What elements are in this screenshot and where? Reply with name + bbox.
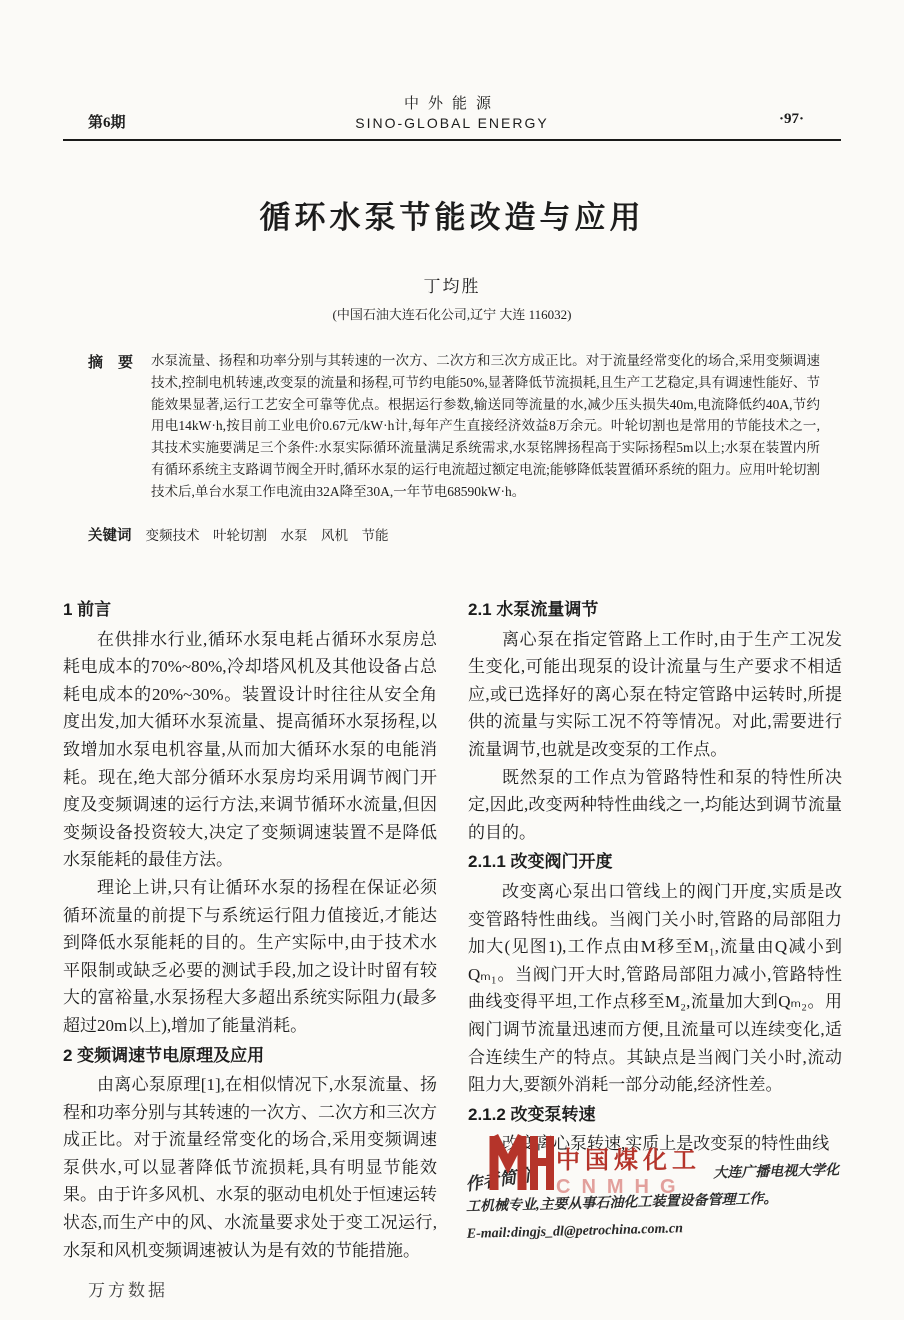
journal-title-cn: 中外能源 bbox=[403, 96, 500, 112]
paragraph: 由离心泵原理[1],在相似情况下,水泵流量、扬程和功率分别与其转速的一次方、二次方和三次方成正比。对于流量经常变化的场合,采用变频调速泵供水,可以显著降低节流损耗,具有明显节能效果。由于许多风机、水泵的驱动电机处于恒速运转状态,而生产中的风、水流量要求处于变工况运行,水泵和风机变频调速被认为是有效的节能措施。 bbox=[63, 1075, 437, 1260]
paragraph: 改变离心泵出口管线上的阀门开度,实质是改变管路特性曲线。当阀门关小时,管路的局部阻力加大(见图1),工作点由M移至M₁,流量由Q减小到Qₘ₁。当阀门开大时,管路局部阻力减小,管路特性曲线变得平坦,工作点移至M₂,流量加大到Qₘ₂。用阀门调节流量迅速而方便,且流量可以连续变化,适合连续生产的特点。其缺点是当阀门关小时,流动阻力大,要额外消耗一部分动能,经济性差。 bbox=[468, 881, 842, 1095]
paragraph: 离心泵在指定管路上工作时,由于生产工况发生变化,可能出现泵的设计流量与生产要求不相适应,或已选择好的离心泵在特定管路中运转时,所提供的流量与实际工况不符等情况。对此,需要进行流量调节,也就是改变泵的工作点。 bbox=[468, 629, 842, 759]
paragraph: 理论上讲,只有让循环水泵的扬程在保证必须循环流量的前提下与系统运行阻力值接近,才能达到降低水泵能耗的目的。生产实际中,由于技术水平限制或缺乏必要的测试手段,加之设计时留有较大的富裕量,水泵扬程大多超出系统实际阻力(最多超过20m以上),增加了能量消耗。 bbox=[63, 877, 437, 1035]
author-bio-line2: 工机械专业,主要从事石油化工装置设备管理工作。 bbox=[465, 1191, 778, 1215]
section-heading-1: 1 前言 bbox=[63, 600, 112, 619]
paragraph: 既然泵的工作点为管路特性和泵的特性所决定,因此,改变两种特性曲线之一,均能达到调节流量的目的。 bbox=[468, 767, 842, 842]
section-heading-2-1-1: 2.1.1 改变阀门开度 bbox=[468, 852, 613, 872]
abstract-label: 摘 要 bbox=[88, 354, 134, 371]
author-bio-email: E-mail:dingjs_dl@petrochina.com.cn bbox=[466, 1221, 684, 1242]
section-heading-2-1: 2.1 水泵流量调节 bbox=[468, 600, 599, 619]
keywords-line bbox=[88, 524, 820, 545]
issue-number: 第6期 bbox=[88, 115, 126, 131]
header-rule bbox=[63, 139, 841, 141]
section-heading-2-1-2: 2.1.2 改变泵转速 bbox=[468, 1104, 596, 1124]
author-name: 丁均胜 bbox=[423, 277, 481, 296]
keywords-label: 关键词 bbox=[88, 528, 132, 544]
right-column bbox=[468, 594, 842, 1158]
author-bio-line1-text: 大连广播电视大学化 bbox=[713, 1163, 840, 1182]
watermark-text-cn: 中国煤化工 bbox=[556, 1147, 701, 1174]
article-title: 循环水泵节能改造与应用 bbox=[259, 200, 645, 235]
abstract-text: 水泵流量、扬程和功率分别与其转速的一次方、二次方和三次方成正比。对于流量经常变化的场合,采用变频调速技术,控制电机转速,改变泵的流量和扬程,可节约电能50%,显著降低节流损耗,且生产工艺稳定,具有调速性能好、节能效果显著,运行工艺安全可靠等优点。根据运行参数,输送同等流量的水,减少压头损失40m,电流降低约40A,节约用电14kW·h,按目前工业电价0.67元/kW·h计,每年产生直接经济效益8万余元。叶轮切割也是常用的节能技术之一,其技术实施要满足三个条件:水泵实际循环流量满足系统需求,水泵铭牌扬程高于实际扬程5m以上;水泵在装置内所有循环系统主支路调节阀全开时,循环水泵的运行电流超过额定电流;能够降低装置循环系统的阻力。应用叶轮切割技术后,单台水泵工作电流由32A降至30A,一年节电68590kW·h。 bbox=[151, 353, 820, 499]
paragraph: 改变离心泵转速,实质上是改变泵的特性曲线 bbox=[502, 1134, 830, 1154]
journal-title-en: SINO-GLOBAL ENERGY bbox=[355, 115, 549, 131]
page-number: ·97· bbox=[778, 111, 804, 127]
cnmhg-logo-icon bbox=[488, 1132, 554, 1199]
author-affiliation: (中国石油大连石化公司,辽宁 大连 116032) bbox=[332, 307, 572, 322]
watermark-text-en: CNMHG bbox=[556, 1176, 687, 1198]
wanfang-watermark: 万方数据 bbox=[88, 1281, 168, 1300]
author-bio-intro: 作者简介: bbox=[464, 1164, 541, 1195]
left-column bbox=[63, 594, 437, 1264]
keywords-text: 变频技术 叶轮切割 水泵 风机 节能 bbox=[145, 528, 389, 543]
paragraph: 在供排水行业,循环水泵电耗占循环水泵房总耗电成本的70%~80%,冷却塔风机及其他设备占总耗电成本的20%~30%。装置设计时往往从安全角度出发,加大循环水泵流量、提高循环水泵扬程,以致增加水泵电机容量,从而加大循环水泵的电能消耗。现在,绝大部分循环水泵房均采用调节阀门开度及变频调速的运行方法,来调节循环水流量,但因变频设备投资较大,决定了变频调速装置不是降低水泵能耗的最佳方法。 bbox=[63, 629, 437, 870]
abstract-block bbox=[88, 350, 820, 503]
section-heading-2: 2 变频调速节电原理及应用 bbox=[63, 1045, 265, 1065]
